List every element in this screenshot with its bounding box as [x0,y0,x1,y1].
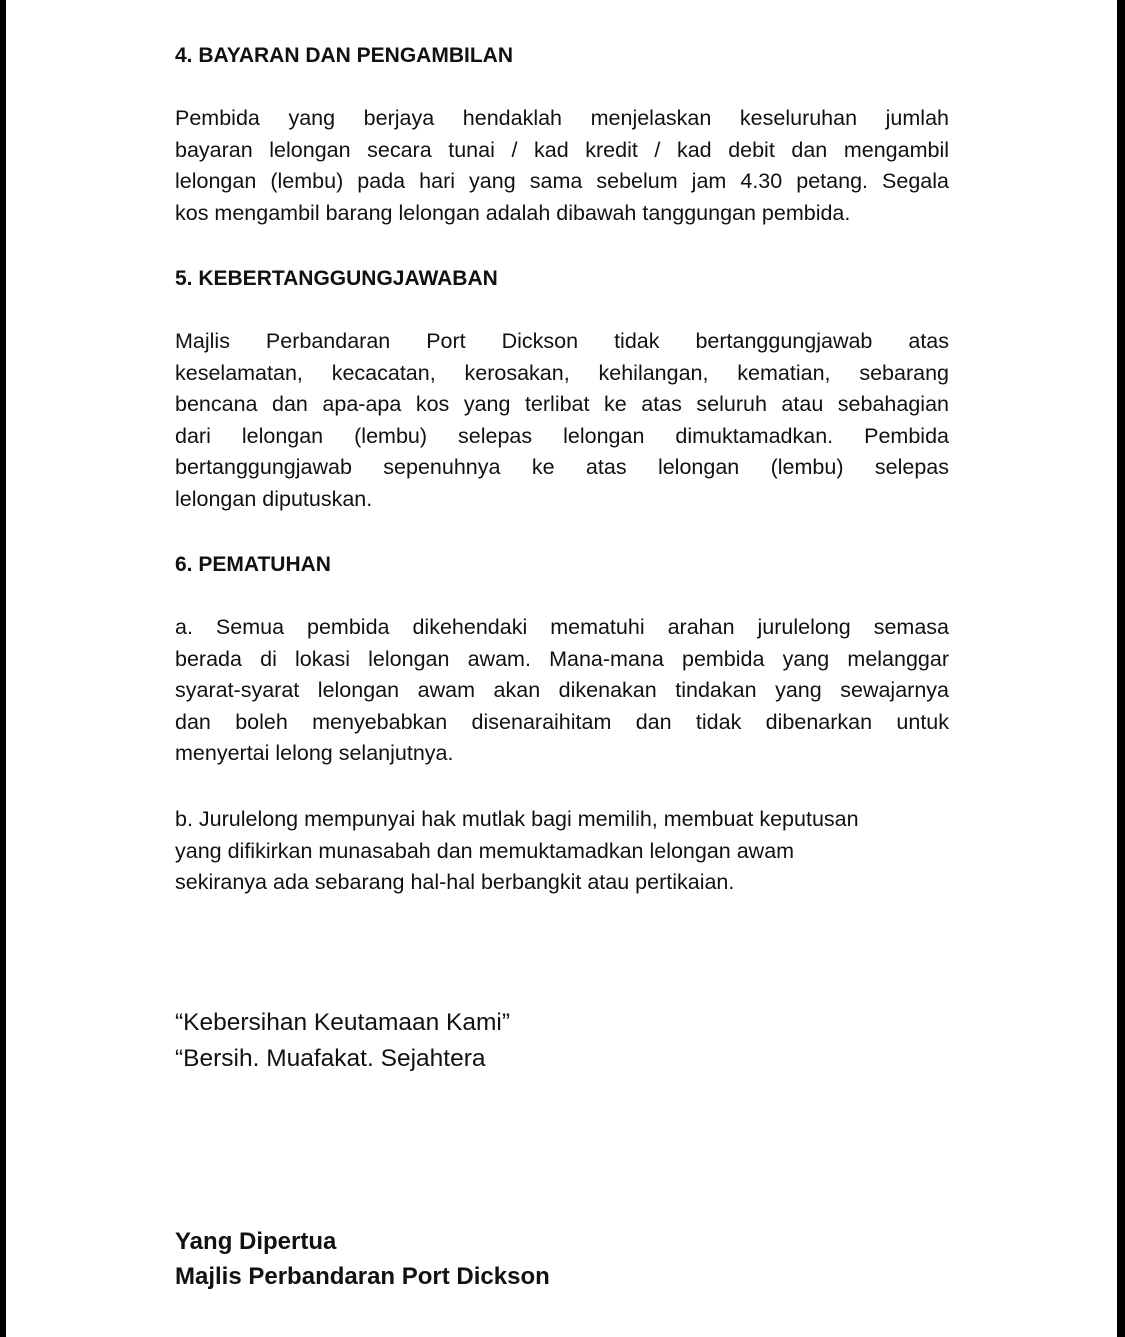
motto-line: “Bersih. Muafakat. Sejahtera [175,1045,486,1072]
paragraph-line: yang difikirkan munasabah dan memuktamadkan lelongan awam [175,838,795,863]
section-5-paragraph [175,326,949,516]
section-6-heading: 6. PEMATUHAN [175,553,331,576]
paragraph-line: a. Semua pembida dikehendaki mematuhi arahan jurulelong semasa [175,615,949,639]
section-4-heading: 4. BAYARAN DAN PENGAMBILAN [175,44,513,67]
paragraph-line: Pembida yang berjaya hendaklah menjelaskan keseluruhan jumlah [175,106,949,130]
signature-title: Yang Dipertua [175,1228,337,1255]
section-6-item-b [175,804,949,899]
section-4-paragraph [175,103,949,229]
paragraph-line: kos mengambil barang lelongan adalah dibawah tanggungan pembida. [175,200,851,225]
paragraph-line: dan boleh menyebabkan disenaraihitam dan tidak dibenarkan untuk [175,709,949,734]
motto-line: “Kebersihan Keutamaan Kami” [175,1009,511,1036]
paragraph-line: b. Jurulelong mempunyai hak mutlak bagi memilih, membuat keputusan [175,807,859,831]
paragraph-line: lelongan (lembu) pada hari yang sama sebelum jam 4.30 petang. Segala [175,169,949,194]
section-5-heading: 5. KEBERTANGGUNGJAWABAN [175,267,498,290]
paragraph-line: sekiranya ada sebarang hal-hal berbangkit atau pertikaian. [175,870,735,895]
paragraph-line: dari lelongan (lembu) selepas lelongan dimuktamadkan. Pembida [175,423,949,448]
section-6-item-a [175,612,949,770]
paragraph-line: Majlis Perbandaran Port Dickson tidak bertanggungjawab atas [175,329,949,353]
paragraph-line: menyertai lelong selanjutnya. [175,741,454,766]
paragraph-line: lelongan diputuskan. [175,486,373,511]
paragraph-line: bencana dan apa-apa kos yang terlibat ke atas seluruh atau sebahagian [175,392,949,417]
paragraph-line: bayaran lelongan secara tunai / kad kredit / kad debit dan mengambil [175,137,949,162]
paragraph-line: syarat-syarat lelongan awam akan dikenakan tindakan yang sewajarnya [175,678,949,703]
signature-organization: Majlis Perbandaran Port Dickson [175,1263,550,1290]
paragraph-line: bertanggungjawab sepenuhnya ke atas lelongan (lembu) selepas [175,455,949,480]
paragraph-line: berada di lokasi lelongan awam. Mana-mana pembida yang melanggar [175,646,949,671]
paragraph-line: keselamatan, kecacatan, kerosakan, kehilangan, kematian, sebarang [175,360,949,385]
document-page [6,0,1117,1337]
